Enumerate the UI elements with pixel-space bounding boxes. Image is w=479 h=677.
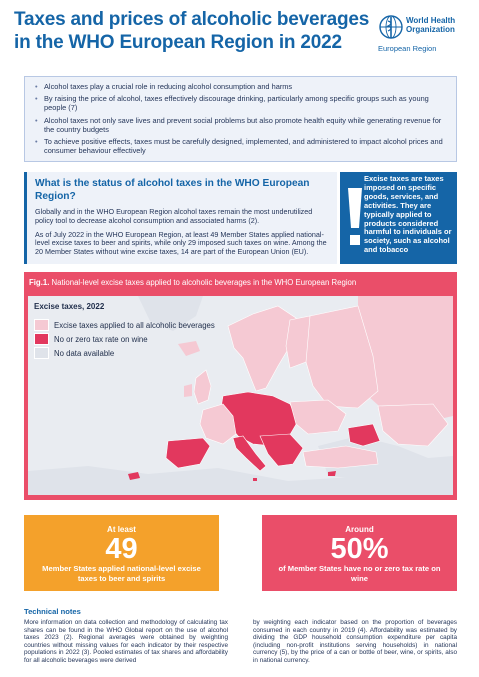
- legend-swatch: [34, 319, 49, 331]
- who-emblem-icon: [378, 14, 404, 40]
- figure-title-text: National-level excise taxes applied to alcoholic beverages in the WHO European Region: [51, 278, 357, 287]
- legend-label: Excise taxes applied to all alcoholic beverages: [54, 320, 215, 330]
- map-legend: [34, 318, 215, 360]
- map-region-malta: [253, 478, 257, 481]
- stat-prefix: At least: [107, 525, 136, 534]
- stat-number: 49: [105, 533, 138, 565]
- status-section: [24, 172, 337, 264]
- stat-text: Member States applied national-level excise taxes to beer and spirits: [42, 564, 201, 583]
- map-region-iberia: [166, 438, 210, 468]
- key-message-text: By raising the price of alcohol, taxes effectively discourage drinking, particularly among specific groups such as young people (7): [44, 94, 429, 113]
- figure-label: Fig.1.: [29, 278, 50, 287]
- map-region-ireland: [184, 384, 192, 397]
- status-heading: What is the status of alcohol taxes in the WHO European Region?: [35, 178, 310, 202]
- status-paragraph-1: Globally and in the WHO European Region alcohol taxes remain the most underutilized policy tool to decrease alcohol consumption and associated harms (2).: [35, 207, 313, 225]
- who-region: European Region: [378, 44, 437, 53]
- figure-title: [29, 278, 356, 287]
- who-name-line-2: Organization: [406, 25, 455, 34]
- europe-map: [28, 296, 453, 495]
- legend-item: [34, 346, 215, 360]
- legend-item: [34, 332, 215, 346]
- key-message-text: To achieve positive effects, taxes must be carefully designed, implemented, and administered to impact alcohol prices and consumer behaviour effectively: [44, 137, 443, 156]
- technical-notes-columns: [24, 619, 457, 665]
- map-region-uk: [194, 370, 211, 404]
- title-line-2: in the WHO European Region in 2022: [14, 32, 342, 53]
- map-region-caucasus: [348, 424, 380, 446]
- definition-callout: [340, 172, 457, 264]
- key-message: [35, 94, 446, 112]
- page-header: [14, 8, 374, 54]
- who-name-line-1: World Health: [406, 16, 456, 25]
- map-region-central-asia: [378, 404, 448, 446]
- stat-text: of Member States have no or zero tax rate on wine: [278, 564, 441, 583]
- legend-label: No or zero tax rate on wine: [54, 334, 148, 344]
- key-message: [35, 116, 446, 134]
- bullet-dot-icon: •: [35, 115, 38, 125]
- key-message: [35, 82, 446, 91]
- legend-swatch: [34, 347, 49, 359]
- stat-card-49: [24, 515, 219, 591]
- bullet-dot-icon: •: [35, 82, 38, 91]
- title-line-1: Taxes and prices of alcoholic beverages: [14, 9, 370, 30]
- technical-notes-heading: Technical notes: [24, 607, 81, 616]
- who-logo: [378, 14, 478, 58]
- key-message-text: Alcohol taxes not only save lives and prevent social problems but also promote health equity while generating revenue for the country budgets: [44, 115, 442, 134]
- technical-notes-col-2: by weighting each indicator based on the proportion of beverages consumed in each country in 2019 (4). Affordability was estimated by dividing the GDP household consumption expenditure per capita (including non-profit institutions serving households) in national currency (5), by the price of a can or bottle of beer, wine, or spirits, also in national currency.: [253, 619, 457, 664]
- bullet-dot-icon: •: [35, 94, 38, 104]
- bullet-dot-icon: •: [35, 137, 38, 147]
- stat-prefix: Around: [345, 525, 374, 534]
- map-region-scandinavia: [228, 306, 296, 391]
- technical-notes: [24, 607, 457, 665]
- legend-item: [34, 318, 215, 332]
- key-message-text: Alcohol taxes play a crucial role in reducing alcohol consumption and harms: [44, 82, 293, 91]
- legend-title: Excise taxes, 2022: [34, 302, 105, 311]
- legend-label: No data available: [54, 348, 115, 358]
- legend-swatch: [34, 333, 49, 345]
- map-region-balkans: [260, 434, 303, 466]
- key-message: [35, 137, 446, 155]
- callout-text: Excise taxes are taxes imposed on specific goods, services, and activities. They are typically applied to products considered harmful to individuals or society, such as alcohol and tobacco: [364, 174, 452, 255]
- key-messages: [24, 76, 457, 162]
- who-name: [406, 16, 476, 34]
- technical-notes-col-1: More information on data collection and methodology of calculating tax shares can be found in the WHO Global report on the use of alcohol taxes 2023 (2). Regional averages were obtained by weighting countries without missing values for each indicator by their respective populations in 2022 (3). Pooled estimates of tax shares and affordability for all alcoholic beverages were derived: [24, 619, 228, 664]
- stat-card-50-percent: [262, 515, 457, 591]
- stat-number: 50%: [330, 533, 389, 565]
- page-title: [14, 8, 374, 54]
- figure-panel: [24, 272, 457, 500]
- status-paragraph-2: As of July 2022 in the WHO European Region, at least 49 Member States applied national-level excise taxes to beer and spirits, while only 29 imposed such taxes on wine. Among the 20 Member States without wine excise taxes, 14 are part of the European Union (EU).: [35, 229, 327, 257]
